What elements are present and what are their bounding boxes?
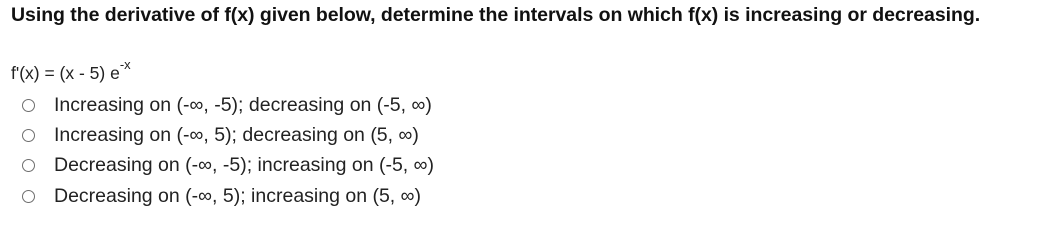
answer-option-label[interactable]: Decreasing on (-∞, -5); increasing on (-5, ∞) [54,154,435,177]
answer-option-2[interactable] [22,120,434,150]
answer-option-label[interactable]: Increasing on (-∞, -5); decreasing on (-5, ∞) [54,93,432,116]
derivative-formula [11,57,131,84]
answer-option-4[interactable] [22,181,434,211]
radio-button-icon[interactable] [22,129,35,142]
radio-button-icon[interactable] [22,99,35,112]
answer-option-1[interactable] [22,90,434,120]
answer-options [22,90,434,211]
answer-option-label[interactable]: Decreasing on (-∞, 5); increasing on (5, ∞) [54,184,422,207]
answer-option-label[interactable]: Increasing on (-∞, 5); decreasing on (5, ∞) [54,123,419,146]
radio-button-icon[interactable] [22,190,35,203]
question-text: Using the derivative of f(x) given below, determine the intervals on which f(x) is increasing or decreasing. [11,4,981,26]
formula-exponent: -x [119,57,131,73]
formula-expression: f'(x) = (x - 5) e [11,63,120,83]
radio-button-icon[interactable] [22,159,35,172]
answer-option-3[interactable] [22,151,434,181]
